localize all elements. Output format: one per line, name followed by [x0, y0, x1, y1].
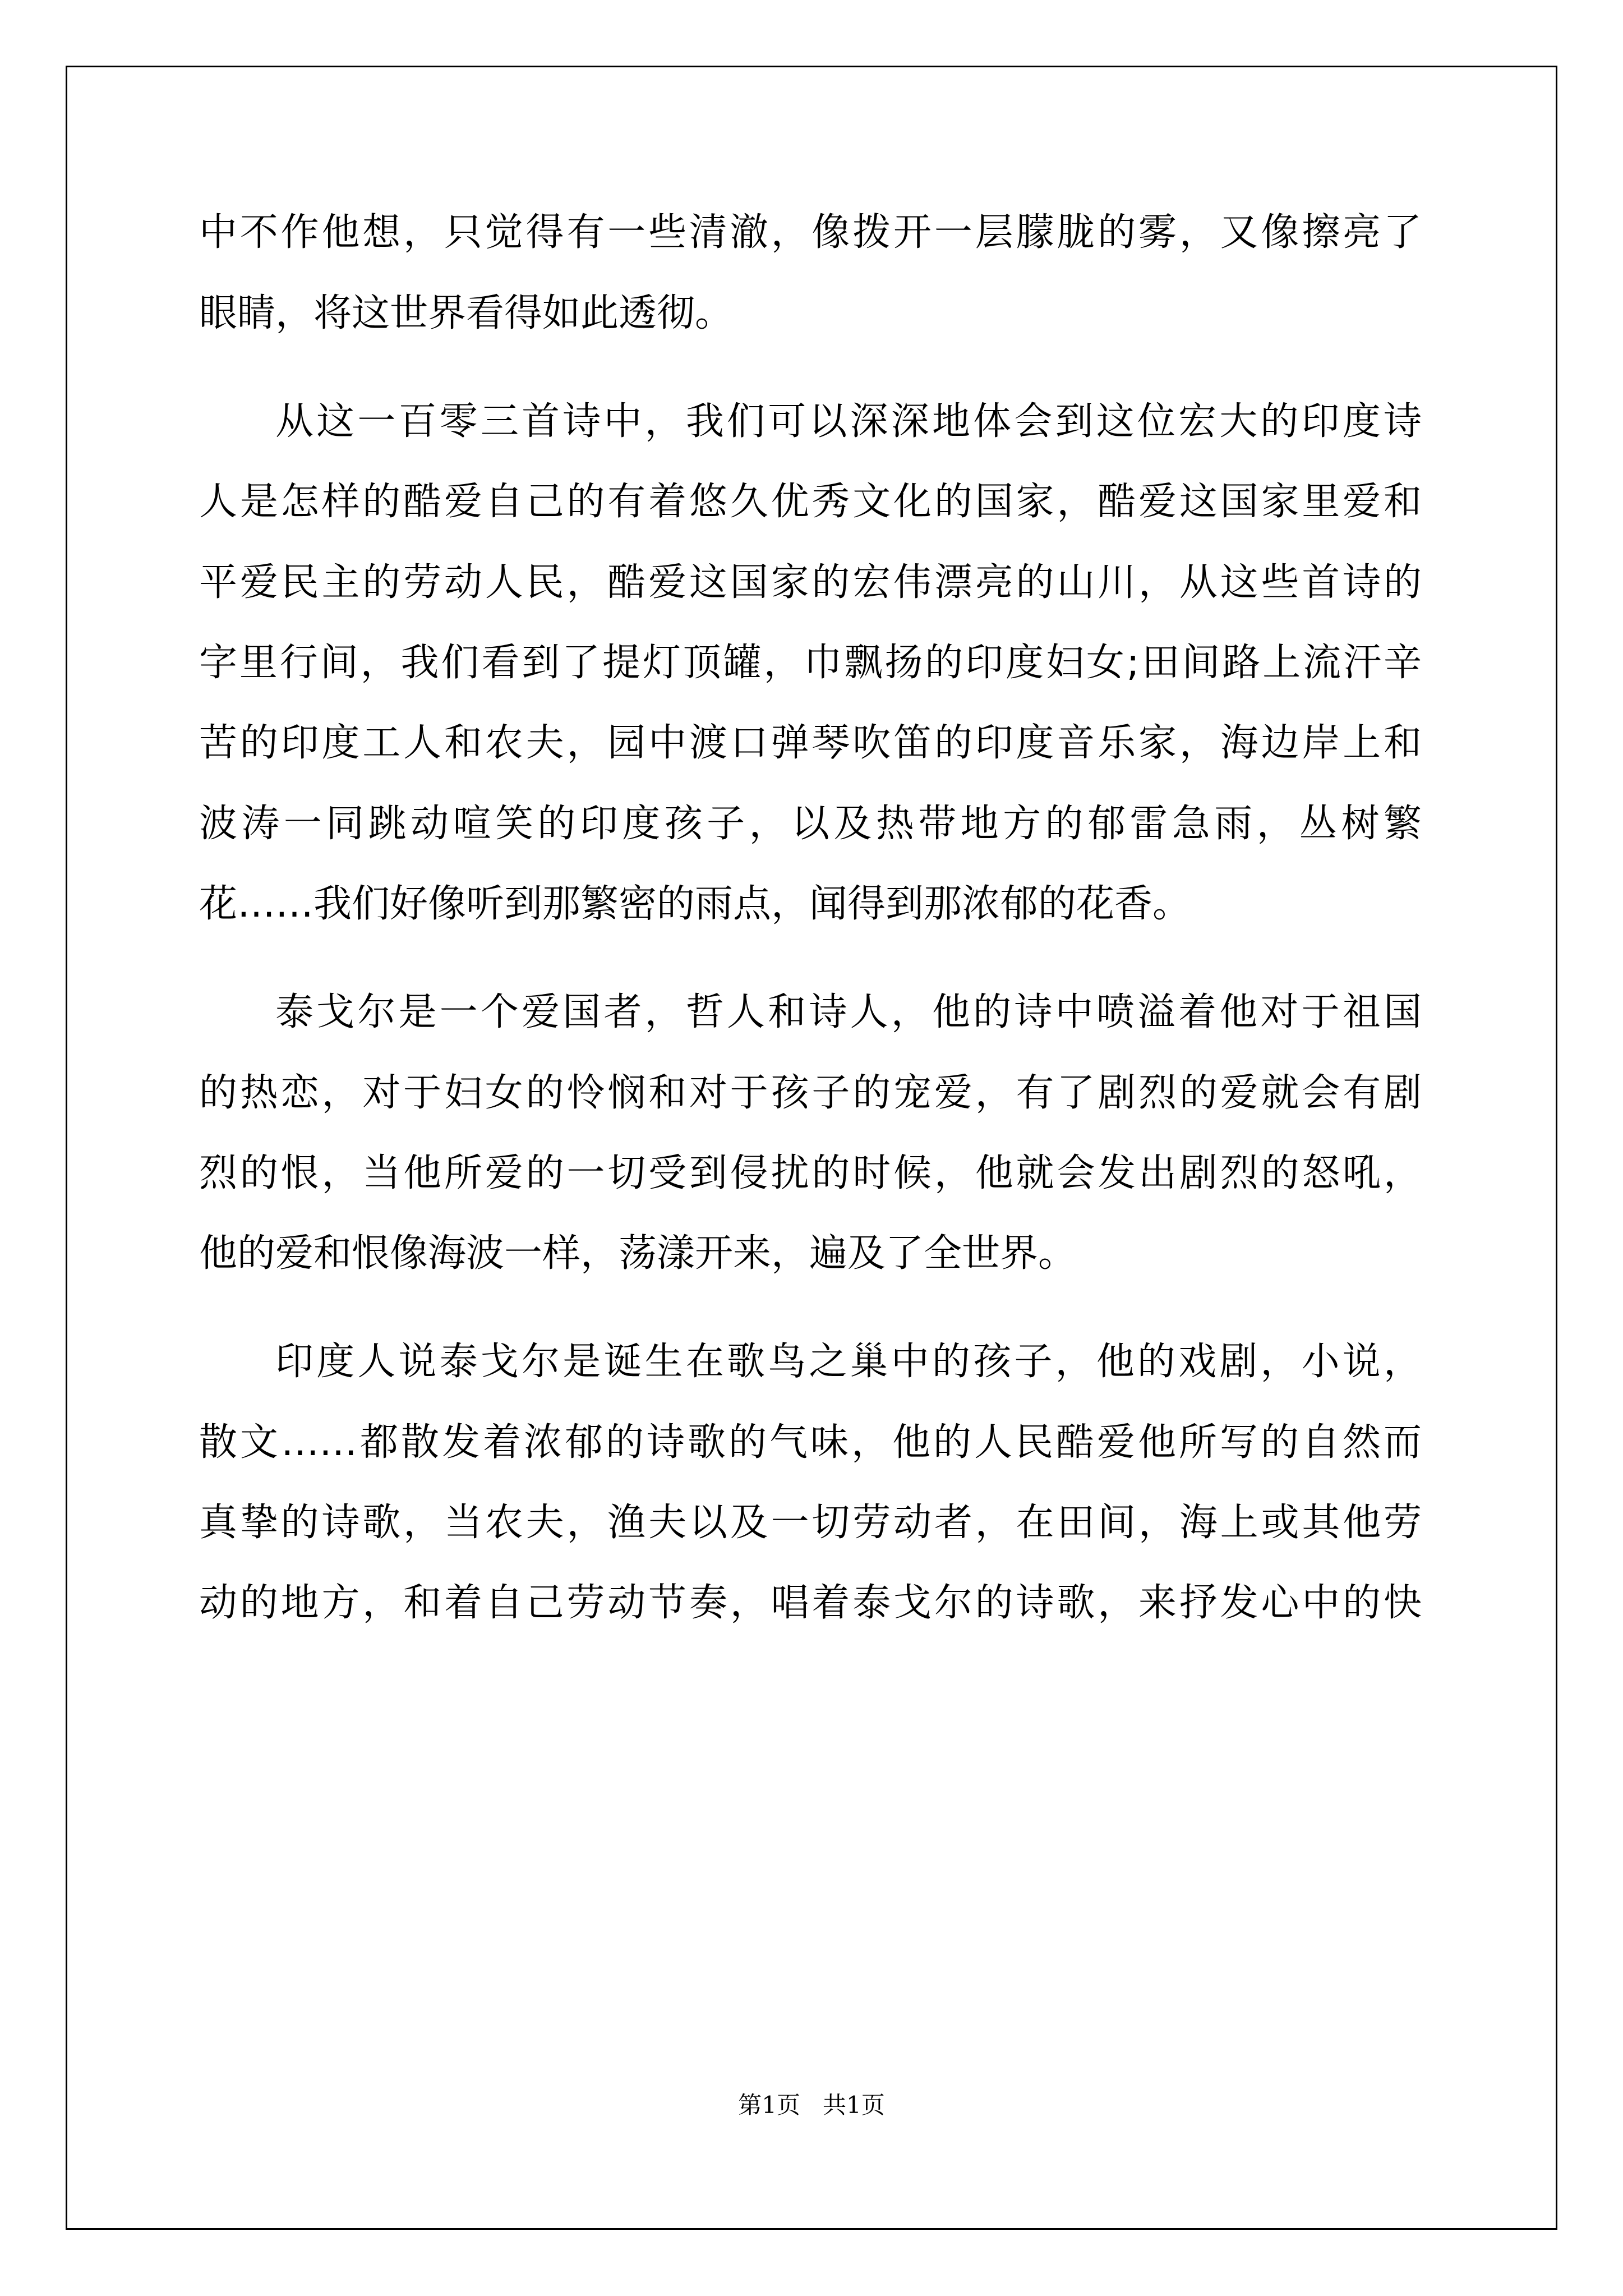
- text-line: 真挚的诗歌，当农夫，渔夫以及一切劳动者，在田间，海上或其他劳: [199, 1501, 1422, 1545]
- text-line: 字里行间，我们看到了提灯顶罐，巾飘扬的印度妇女;田间路上流汗辛: [199, 641, 1422, 685]
- text-line: 动的地方，和着自己劳动节奏，唱着泰戈尔的诗歌，来抒发心中的快: [199, 1581, 1422, 1625]
- text-line: 的热恋，对于妇女的怜悯和对于孩子的宠爱，有了剧烈的爱就会有剧: [199, 1071, 1422, 1115]
- text-line: 眼睛，将这世界看得如此透彻。: [199, 291, 734, 335]
- paragraph-first-line: 印度人说泰戈尔是诞生在歌鸟之巢中的孩子，他的戏剧，小说，: [275, 1340, 1422, 1384]
- text-line: 散文……都散发着浓郁的诗歌的气味，他的人民酷爱他所写的自然而: [199, 1420, 1422, 1465]
- text-line: 人是怎样的酷爱自己的有着悠久优秀文化的国家，酷爱这国家里爱和: [199, 480, 1422, 524]
- text-line: 波涛一同跳动喧笑的印度孩子，以及热带地方的郁雷急雨，丛树繁: [199, 802, 1422, 846]
- page-number-footer: 第1页 共1页: [738, 2091, 885, 2119]
- text-line: 他的爱和恨像海波一样，荡漾开来，遍及了全世界。: [199, 1231, 1077, 1276]
- paragraph-first-line: 泰戈尔是一个爱国者，哲人和诗人，他的诗中喷溢着他对于祖国: [275, 990, 1422, 1034]
- text-line: 平爱民主的劳动人民，酷爱这国家的宏伟漂亮的山川，从这些首诗的: [199, 560, 1422, 605]
- text-line: 花……我们好像听到那繁密的雨点，闻得到那浓郁的花香。: [199, 882, 1191, 926]
- text-line: 烈的恨，当他所爱的一切受到侵扰的时候，他就会发出剧烈的怒吼，: [199, 1151, 1422, 1195]
- text-line: 中不作他想，只觉得有一些清澈，像拨开一层朦胧的雾，又像擦亮了: [199, 210, 1422, 255]
- text-line: 苦的印度工人和农夫，园中渡口弹琴吹笛的印度音乐家，海边岸上和: [199, 721, 1422, 765]
- paragraph-first-line: 从这一百零三首诗中，我们可以深深地体会到这位宏大的印度诗: [275, 399, 1422, 444]
